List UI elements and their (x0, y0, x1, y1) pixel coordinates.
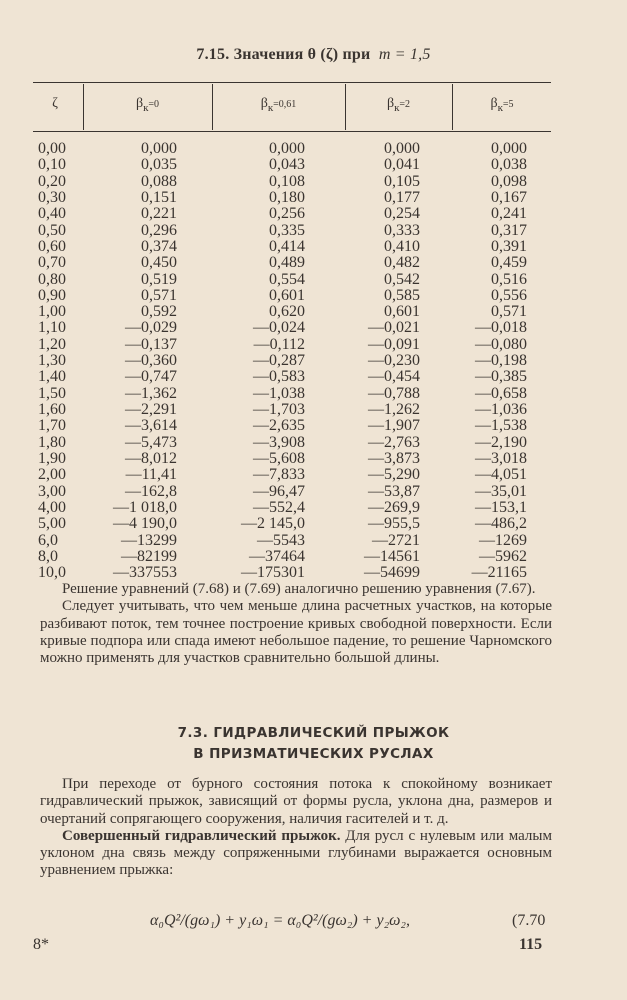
table-row (0, 451, 627, 467)
value-cell: 0,542 (384, 270, 420, 288)
value-cell: —0,583 (253, 368, 305, 386)
value-cell: 0,296 (141, 221, 177, 239)
table-row (0, 402, 627, 418)
zeta-cell: 1,90 (38, 449, 66, 467)
value-cell: —153,1 (475, 498, 527, 516)
value-cell: —3,908 (253, 433, 305, 451)
value-cell: 0,516 (491, 270, 527, 288)
value-cell: —96,47 (253, 482, 305, 500)
value-cell: —0,385 (475, 368, 527, 386)
value-cell: —3,614 (125, 417, 177, 435)
value-cell: 0,519 (141, 270, 177, 288)
paragraph-lead: Совершенный гидравлический прыжок. (62, 827, 341, 844)
zeta-cell: 1,40 (38, 368, 66, 386)
zeta-cell: 0,50 (38, 221, 66, 239)
zeta-cell: 1,20 (38, 335, 66, 353)
value-cell: 0,571 (141, 286, 177, 304)
value-cell: —82199 (121, 547, 177, 565)
table-row (0, 190, 627, 206)
zeta-cell: 0,00 (38, 140, 66, 157)
value-cell: —2,635 (253, 417, 305, 435)
value-cell: 0,482 (384, 254, 420, 272)
value-cell: 0,256 (269, 205, 305, 223)
value-cell: 0,177 (384, 188, 420, 206)
value-cell: —1 018,0 (113, 498, 177, 516)
value-cell: —2,190 (475, 433, 527, 451)
value-cell: 0,043 (269, 156, 305, 174)
zeta-cell: 0,90 (38, 286, 66, 304)
zeta-cell: 1,70 (38, 417, 66, 435)
value-cell: —14561 (364, 547, 420, 565)
section-heading-line: В ПРИЗМАТИЧЕСКИХ РУСЛАХ (193, 746, 434, 762)
value-cell: 0,254 (384, 205, 420, 223)
value-cell: 0,592 (141, 303, 177, 321)
table-title-param: m = 1,5 (378, 46, 431, 63)
value-cell: 0,333 (384, 221, 420, 239)
value-cell: —5,290 (368, 466, 420, 484)
zeta-cell: 1,00 (38, 303, 66, 321)
value-cell: 0,410 (384, 237, 420, 255)
value-cell: 0,450 (141, 254, 177, 272)
zeta-cell: 0,30 (38, 188, 66, 206)
zeta-cell: 4,00 (38, 498, 66, 516)
equation-number: (7.70 (512, 912, 546, 929)
value-cell: —955,5 (368, 515, 420, 533)
value-cell: —0,024 (253, 319, 305, 337)
zeta-cell: 2,00 (38, 466, 66, 484)
value-cell: —1,703 (253, 401, 305, 418)
header-beta-0: $\beta_к=0$ (135, 96, 160, 114)
table-row (0, 418, 627, 434)
table-row (0, 141, 627, 157)
table-top-rule (33, 82, 551, 83)
value-cell: —0,198 (475, 352, 527, 370)
value-cell: —0,747 (125, 368, 177, 386)
table-body (0, 141, 627, 581)
header-zeta: ζ (52, 96, 58, 111)
value-cell: —175301 (241, 564, 305, 582)
section-heading (0, 723, 627, 765)
value-cell: —0,080 (475, 335, 527, 353)
table-row (0, 304, 627, 320)
value-cell: 0,317 (491, 221, 527, 239)
value-cell: 0,038 (491, 156, 527, 174)
value-cell: 0,335 (269, 221, 305, 239)
signature-mark: 8* (33, 936, 49, 953)
value-cell: —1,907 (368, 417, 420, 435)
value-cell: —2721 (372, 531, 420, 549)
zeta-cell: 1,60 (38, 401, 66, 418)
zeta-cell: 0,20 (38, 172, 66, 190)
value-cell: —5,473 (125, 433, 177, 451)
value-cell: —0,658 (475, 384, 527, 402)
value-cell: 0,601 (384, 303, 420, 321)
value-cell: —2 145,0 (241, 515, 305, 533)
value-cell: 0,151 (141, 188, 177, 206)
zeta-cell: 1,10 (38, 319, 66, 337)
value-cell: —337553 (113, 564, 177, 582)
table-row (0, 467, 627, 483)
value-cell: —0,788 (368, 384, 420, 402)
value-cell: 0,098 (491, 172, 527, 190)
header-beta-5: $\beta_к=5$ (490, 96, 514, 114)
value-cell: —0,454 (368, 368, 420, 386)
zeta-cell: 1,50 (38, 384, 66, 402)
value-cell: —0,137 (125, 335, 177, 353)
zeta-cell: 0,60 (38, 237, 66, 255)
value-cell: —0,287 (253, 352, 305, 370)
table-title-text: 7.15. Значения θ (ζ) при (196, 46, 371, 63)
value-cell: —0,230 (368, 352, 420, 370)
value-cell: —35,01 (475, 482, 527, 500)
value-cell: —54699 (364, 564, 420, 582)
value-cell: —552,4 (253, 498, 305, 516)
zeta-cell: 0,40 (38, 205, 66, 223)
table-row (0, 255, 627, 271)
value-cell: 0,556 (491, 286, 527, 304)
value-cell: —3,873 (368, 449, 420, 467)
paragraph (40, 828, 552, 880)
value-cell: —1,038 (253, 384, 305, 402)
zeta-cell: 6,0 (38, 531, 58, 549)
value-cell: —162,8 (125, 482, 177, 500)
value-cell: —1269 (479, 531, 527, 549)
value-cell: —8,012 (125, 449, 177, 467)
section-heading-line: 7.3. ГИДРАВЛИЧЕСКИЙ ПРЫЖОК (177, 725, 450, 741)
table-row (0, 353, 627, 369)
value-cell: 0,554 (269, 270, 305, 288)
table-row (0, 435, 627, 451)
value-cell: 0,221 (141, 205, 177, 223)
value-cell: —21165 (471, 564, 527, 582)
value-cell: —1,036 (475, 401, 527, 418)
value-cell: —269,9 (368, 498, 420, 516)
header-beta-061: $\beta_к=0,61$ (260, 96, 297, 114)
value-cell: —2,763 (368, 433, 420, 451)
value-cell: —0,360 (125, 352, 177, 370)
zeta-cell: 10,0 (38, 564, 66, 582)
value-cell: —37464 (249, 547, 305, 565)
zeta-cell: 5,00 (38, 515, 66, 533)
value-cell: 0,620 (269, 303, 305, 321)
text-block-1 (40, 581, 552, 667)
value-cell: —1,362 (125, 384, 177, 402)
table-row (0, 549, 627, 565)
value-cell: —4,051 (475, 466, 527, 484)
table-row (0, 337, 627, 353)
value-cell: —1,262 (368, 401, 420, 418)
table-row (0, 320, 627, 336)
value-cell: 0,489 (269, 254, 305, 272)
value-cell: —3,018 (475, 449, 527, 467)
value-cell: 0,041 (384, 156, 420, 174)
table-row (0, 272, 627, 288)
zeta-cell: 8,0 (38, 547, 58, 565)
value-cell: —4 190,0 (113, 515, 177, 533)
value-cell: —5,608 (253, 449, 305, 467)
value-cell: —0,091 (368, 335, 420, 353)
value-cell: 0,000 (269, 140, 305, 157)
value-cell: —1,538 (475, 417, 527, 435)
zeta-cell: 1,30 (38, 352, 66, 370)
paragraph: При переходе от бурного состояния потока к спокойному возникает гидравлический прыжок, зависящий от формы русла, уклона дна, размеров и очертаний сопрягающего сооружения, наличия гасителей и т. д. (40, 776, 552, 827)
zeta-cell: 0,80 (38, 270, 66, 288)
value-cell: —7,833 (253, 466, 305, 484)
value-cell: 0,000 (491, 140, 527, 157)
table-row (0, 369, 627, 385)
table-row (0, 288, 627, 304)
paragraph: Следует учитывать, что чем меньше длина расчетных участков, на которые разбивают поток, тем точнее построение кривых свободной поверхности. Если кривые подпора или спада имеют небольшое падение, то решение Чарномского можно применять для участков сравнительно большой длины. (40, 598, 552, 667)
value-cell: 0,105 (384, 172, 420, 190)
value-cell: 0,391 (491, 237, 527, 255)
value-cell: —0,112 (253, 335, 305, 353)
table-row (0, 484, 627, 500)
table-row (0, 565, 627, 581)
paragraph-text: Для русл с нулевым или малым уклоном дна связь между сопряженными глубинами выражается основным уравнением прыжка: (40, 827, 552, 879)
zeta-cell: 0,70 (38, 254, 66, 272)
zeta-cell: 0,10 (38, 156, 66, 174)
table-row (0, 157, 627, 173)
zeta-cell: 3,00 (38, 482, 66, 500)
value-cell: 0,180 (269, 188, 305, 206)
value-cell: —5543 (257, 531, 305, 549)
value-cell: —53,87 (368, 482, 420, 500)
table-row (0, 516, 627, 532)
value-cell: —13299 (121, 531, 177, 549)
value-cell: 0,000 (141, 140, 177, 157)
text-block-2 (40, 776, 552, 880)
value-cell: 0,459 (491, 254, 527, 272)
equation: α₀Q²/(gω₁) + y₁ω₁ = α₀Q²/(gω₂) + y₂ω₂, (150, 912, 410, 929)
value-cell: —2,291 (125, 401, 177, 418)
paragraph: Решение уравнений (7.68) и (7.69) аналогично решению уравнения (7.67). (62, 581, 536, 597)
table-row (0, 223, 627, 239)
page-number: 115 (519, 936, 543, 953)
table-row (0, 239, 627, 255)
table-row (0, 500, 627, 516)
table-title (0, 46, 627, 64)
value-cell: 0,000 (384, 140, 420, 157)
value-cell: 0,414 (269, 237, 305, 255)
value-cell: —11,41 (125, 466, 177, 484)
table-row (0, 174, 627, 190)
value-cell: —0,018 (475, 319, 527, 337)
value-cell: 0,585 (384, 286, 420, 304)
table-row (0, 206, 627, 222)
table-row (0, 386, 627, 402)
value-cell: —0,021 (368, 319, 420, 337)
value-cell: —486,2 (475, 515, 527, 533)
table-header-rule (33, 131, 551, 132)
table-row (0, 533, 627, 549)
value-cell: 0,601 (269, 286, 305, 304)
value-cell: 0,108 (269, 172, 305, 190)
value-cell: —0,029 (125, 319, 177, 337)
zeta-cell: 1,80 (38, 433, 66, 451)
value-cell: 0,571 (491, 303, 527, 321)
value-cell: 0,241 (491, 205, 527, 223)
header-beta-2: $\beta_к=2$ (386, 96, 411, 114)
value-cell: 0,035 (141, 156, 177, 174)
value-cell: 0,088 (141, 172, 177, 190)
value-cell: —5962 (479, 547, 527, 565)
value-cell: 0,374 (141, 237, 177, 255)
value-cell: 0,167 (491, 188, 527, 206)
